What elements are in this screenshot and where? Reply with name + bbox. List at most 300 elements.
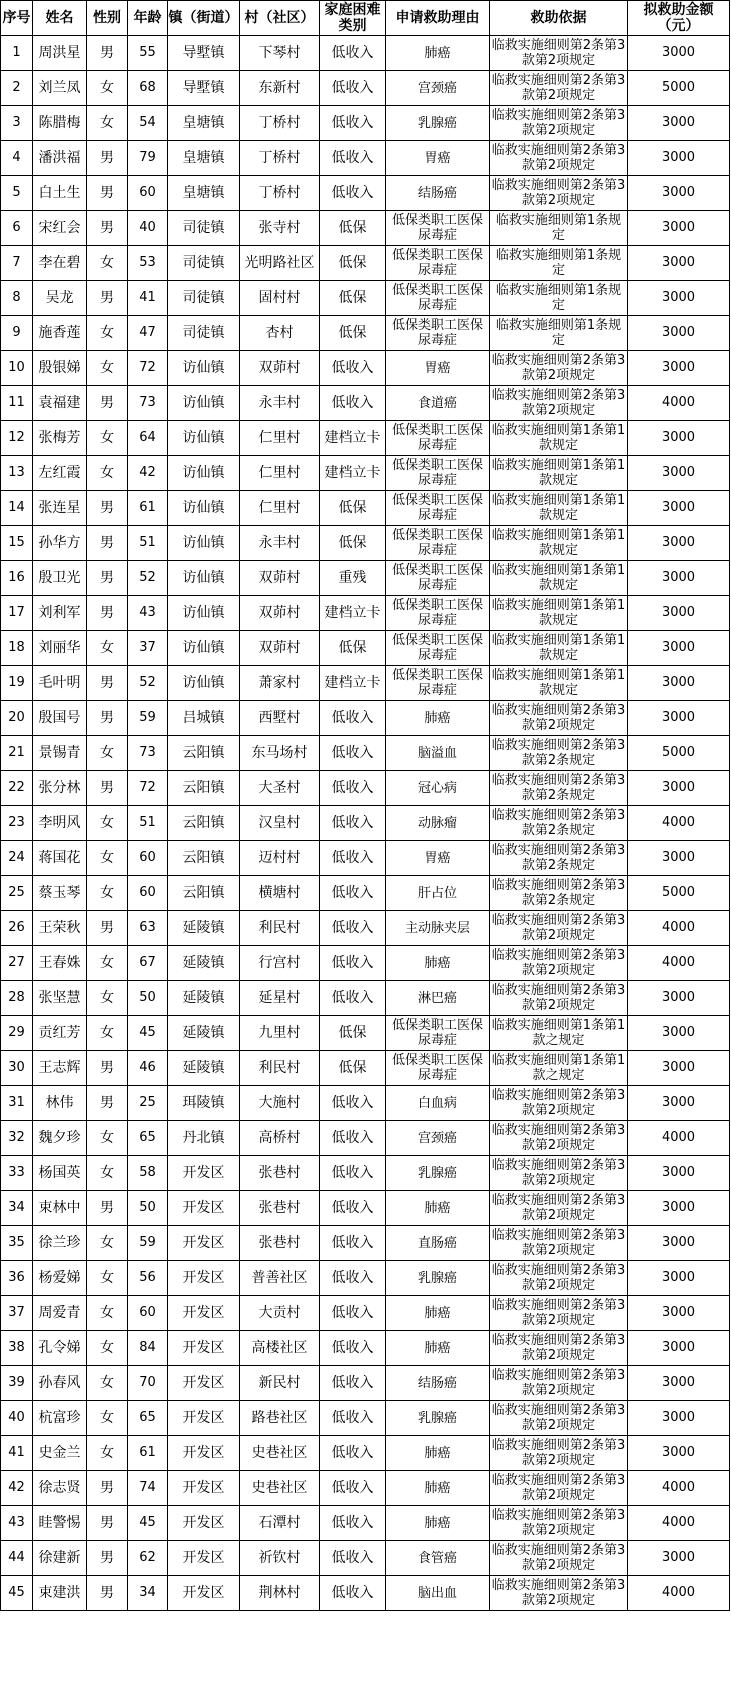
table-row — [1, 281, 730, 316]
amount-cell: 3000 — [628, 1191, 730, 1226]
basis-cell: 临救实施细则第2条第3款第2项规定 — [490, 141, 628, 176]
category-cell: 低保 — [320, 316, 386, 351]
seq-cell: 39 — [1, 1366, 33, 1401]
seq-cell: 34 — [1, 1191, 33, 1226]
gender-cell: 男 — [87, 176, 128, 211]
amount-cell: 3000 — [628, 631, 730, 666]
category-cell: 低保 — [320, 491, 386, 526]
basis-cell: 临救实施细则第1条第1款规定 — [490, 491, 628, 526]
category-cell: 低收入 — [320, 1471, 386, 1506]
seq-cell: 13 — [1, 456, 33, 491]
gender-cell: 男 — [87, 1191, 128, 1226]
table-row — [1, 526, 730, 561]
village-cell: 延星村 — [240, 981, 320, 1016]
name-cell: 宋红会 — [33, 211, 87, 246]
age-cell: 68 — [128, 71, 168, 106]
seq-cell: 29 — [1, 1016, 33, 1051]
table-row — [1, 701, 730, 736]
table-row — [1, 771, 730, 806]
name-cell: 孙春风 — [33, 1366, 87, 1401]
table-row — [1, 1121, 730, 1156]
name-cell: 袁福建 — [33, 386, 87, 421]
seq-cell: 1 — [1, 36, 33, 71]
reason-cell: 低保类职工医保尿毒症 — [386, 421, 490, 456]
amount-cell: 3000 — [628, 526, 730, 561]
name-cell: 周爱青 — [33, 1296, 87, 1331]
seq-cell: 41 — [1, 1436, 33, 1471]
category-cell: 重残 — [320, 561, 386, 596]
basis-cell: 临救实施细则第1条规定 — [490, 281, 628, 316]
category-cell: 低收入 — [320, 1226, 386, 1261]
basis-cell: 临救实施细则第2条第3款第2项规定 — [490, 1086, 628, 1121]
table-row — [1, 1051, 730, 1086]
category-cell: 低保 — [320, 1016, 386, 1051]
seq-cell: 4 — [1, 141, 33, 176]
town-cell: 开发区 — [168, 1436, 240, 1471]
village-cell: 丁桥村 — [240, 106, 320, 141]
gender-cell: 男 — [87, 911, 128, 946]
table-row — [1, 1016, 730, 1051]
table-row — [1, 946, 730, 981]
name-cell: 贡红芳 — [33, 1016, 87, 1051]
age-cell: 50 — [128, 1191, 168, 1226]
village-cell: 下琴村 — [240, 36, 320, 71]
seq-cell: 15 — [1, 526, 33, 561]
amount-cell: 3000 — [628, 351, 730, 386]
basis-cell: 临救实施细则第1条第1款规定 — [490, 596, 628, 631]
village-cell: 迈村村 — [240, 841, 320, 876]
seq-cell: 44 — [1, 1541, 33, 1576]
age-cell: 45 — [128, 1506, 168, 1541]
category-cell: 低收入 — [320, 1191, 386, 1226]
amount-cell: 4000 — [628, 806, 730, 841]
category-cell: 低收入 — [320, 876, 386, 911]
amount-cell: 5000 — [628, 876, 730, 911]
age-cell: 37 — [128, 631, 168, 666]
gender-cell: 男 — [87, 141, 128, 176]
category-cell: 低收入 — [320, 806, 386, 841]
age-cell: 47 — [128, 316, 168, 351]
age-cell: 64 — [128, 421, 168, 456]
gender-cell: 女 — [87, 736, 128, 771]
age-cell: 72 — [128, 351, 168, 386]
reason-cell: 宫颈癌 — [386, 71, 490, 106]
amount-cell: 3000 — [628, 141, 730, 176]
town-cell: 访仙镇 — [168, 421, 240, 456]
name-cell: 眭警惕 — [33, 1506, 87, 1541]
gender-cell: 男 — [87, 1506, 128, 1541]
amount-cell: 3000 — [628, 1331, 730, 1366]
basis-cell: 临救实施细则第1条第1款规定 — [490, 666, 628, 701]
gender-cell: 女 — [87, 631, 128, 666]
amount-cell: 3000 — [628, 1226, 730, 1261]
gender-cell: 女 — [87, 106, 128, 141]
category-cell: 低收入 — [320, 36, 386, 71]
reason-cell: 低保类职工医保尿毒症 — [386, 596, 490, 631]
table-row — [1, 1401, 730, 1436]
age-cell: 51 — [128, 526, 168, 561]
reason-cell: 肝占位 — [386, 876, 490, 911]
category-cell: 低收入 — [320, 71, 386, 106]
reason-cell: 低保类职工医保尿毒症 — [386, 491, 490, 526]
amount-cell: 4000 — [628, 1121, 730, 1156]
gender-cell: 女 — [87, 351, 128, 386]
age-cell: 50 — [128, 981, 168, 1016]
age-cell: 42 — [128, 456, 168, 491]
reason-cell: 肺癌 — [386, 946, 490, 981]
seq-cell: 16 — [1, 561, 33, 596]
name-cell: 王志辉 — [33, 1051, 87, 1086]
town-cell: 延陵镇 — [168, 981, 240, 1016]
seq-cell: 6 — [1, 211, 33, 246]
town-cell: 开发区 — [168, 1576, 240, 1611]
village-cell: 石潭村 — [240, 1506, 320, 1541]
basis-cell: 临救实施细则第2条第3款第2条规定 — [490, 876, 628, 911]
reason-cell: 结肠癌 — [386, 1366, 490, 1401]
category-cell: 低收入 — [320, 1121, 386, 1156]
name-cell: 蒋国花 — [33, 841, 87, 876]
seq-cell: 33 — [1, 1156, 33, 1191]
name-cell: 刘利军 — [33, 596, 87, 631]
amount-cell: 4000 — [628, 946, 730, 981]
amount-cell: 3000 — [628, 421, 730, 456]
seq-cell: 20 — [1, 701, 33, 736]
table-row — [1, 246, 730, 281]
category-cell: 建档立卡 — [320, 666, 386, 701]
amount-cell: 5000 — [628, 736, 730, 771]
seq-cell: 28 — [1, 981, 33, 1016]
age-cell: 74 — [128, 1471, 168, 1506]
age-cell: 73 — [128, 736, 168, 771]
table-row — [1, 1191, 730, 1226]
category-cell: 低收入 — [320, 1156, 386, 1191]
village-cell: 荆林村 — [240, 1576, 320, 1611]
gender-cell: 女 — [87, 1296, 128, 1331]
age-cell: 61 — [128, 1436, 168, 1471]
age-cell: 43 — [128, 596, 168, 631]
village-cell: 张寺村 — [240, 211, 320, 246]
reason-cell: 乳腺癌 — [386, 1401, 490, 1436]
reason-cell: 食管癌 — [386, 1541, 490, 1576]
name-cell: 施香莲 — [33, 316, 87, 351]
town-cell: 云阳镇 — [168, 771, 240, 806]
gender-cell: 女 — [87, 841, 128, 876]
name-cell: 杭富珍 — [33, 1401, 87, 1436]
reason-cell: 淋巴癌 — [386, 981, 490, 1016]
amount-cell: 4000 — [628, 1576, 730, 1611]
basis-cell: 临救实施细则第2条第3款第2项规定 — [490, 911, 628, 946]
town-cell: 皇塘镇 — [168, 106, 240, 141]
col-header-town: 镇（街道） — [168, 1, 240, 36]
amount-cell: 3000 — [628, 246, 730, 281]
age-cell: 59 — [128, 701, 168, 736]
gender-cell: 女 — [87, 456, 128, 491]
town-cell: 导墅镇 — [168, 36, 240, 71]
village-cell: 东马场村 — [240, 736, 320, 771]
amount-cell: 3000 — [628, 981, 730, 1016]
name-cell: 殷银娣 — [33, 351, 87, 386]
gender-cell: 女 — [87, 71, 128, 106]
seq-cell: 31 — [1, 1086, 33, 1121]
category-cell: 低收入 — [320, 386, 386, 421]
table-row — [1, 1296, 730, 1331]
reason-cell: 动脉瘤 — [386, 806, 490, 841]
category-cell: 低保 — [320, 1051, 386, 1086]
village-cell: 仁里村 — [240, 421, 320, 456]
village-cell: 大施村 — [240, 1086, 320, 1121]
amount-cell: 3000 — [628, 1051, 730, 1086]
reason-cell: 肺癌 — [386, 1471, 490, 1506]
town-cell: 开发区 — [168, 1506, 240, 1541]
gender-cell: 男 — [87, 491, 128, 526]
category-cell: 低保 — [320, 211, 386, 246]
reason-cell: 肺癌 — [386, 701, 490, 736]
village-cell: 双茆村 — [240, 631, 320, 666]
age-cell: 60 — [128, 841, 168, 876]
category-cell: 低收入 — [320, 176, 386, 211]
gender-cell: 女 — [87, 1156, 128, 1191]
table-row — [1, 1471, 730, 1506]
age-cell: 54 — [128, 106, 168, 141]
reason-cell: 低保类职工医保尿毒症 — [386, 281, 490, 316]
basis-cell: 临救实施细则第2条第3款第2条规定 — [490, 841, 628, 876]
age-cell: 41 — [128, 281, 168, 316]
age-cell: 70 — [128, 1366, 168, 1401]
gender-cell: 男 — [87, 596, 128, 631]
category-cell: 建档立卡 — [320, 596, 386, 631]
table-row — [1, 981, 730, 1016]
name-cell: 杨爱娣 — [33, 1261, 87, 1296]
table-row — [1, 351, 730, 386]
age-cell: 45 — [128, 1016, 168, 1051]
village-cell: 普善社区 — [240, 1261, 320, 1296]
seq-cell: 30 — [1, 1051, 33, 1086]
amount-cell: 3000 — [628, 771, 730, 806]
reason-cell: 食道癌 — [386, 386, 490, 421]
basis-cell: 临救实施细则第2条第3款第2条规定 — [490, 806, 628, 841]
town-cell: 访仙镇 — [168, 596, 240, 631]
table-row — [1, 1576, 730, 1611]
town-cell: 开发区 — [168, 1191, 240, 1226]
amount-cell: 4000 — [628, 386, 730, 421]
village-cell: 西墅村 — [240, 701, 320, 736]
town-cell: 访仙镇 — [168, 491, 240, 526]
amount-cell: 3000 — [628, 176, 730, 211]
name-cell: 张梅芳 — [33, 421, 87, 456]
seq-cell: 8 — [1, 281, 33, 316]
gender-cell: 男 — [87, 561, 128, 596]
gender-cell: 男 — [87, 1471, 128, 1506]
gender-cell: 男 — [87, 36, 128, 71]
name-cell: 束建洪 — [33, 1576, 87, 1611]
basis-cell: 临救实施细则第2条第3款第2项规定 — [490, 1436, 628, 1471]
reason-cell: 低保类职工医保尿毒症 — [386, 1016, 490, 1051]
basis-cell: 临救实施细则第2条第3款第2项规定 — [490, 71, 628, 106]
village-cell: 利民村 — [240, 1051, 320, 1086]
seq-cell: 26 — [1, 911, 33, 946]
town-cell: 云阳镇 — [168, 736, 240, 771]
age-cell: 65 — [128, 1121, 168, 1156]
category-cell: 低收入 — [320, 1261, 386, 1296]
category-cell: 低收入 — [320, 981, 386, 1016]
table-row — [1, 596, 730, 631]
gender-cell: 女 — [87, 1261, 128, 1296]
name-cell: 徐志贤 — [33, 1471, 87, 1506]
category-cell: 低收入 — [320, 1436, 386, 1471]
amount-cell: 3000 — [628, 596, 730, 631]
reason-cell: 白血病 — [386, 1086, 490, 1121]
basis-cell: 临救实施细则第1条规定 — [490, 211, 628, 246]
basis-cell: 临救实施细则第1条规定 — [490, 316, 628, 351]
name-cell: 殷卫光 — [33, 561, 87, 596]
gender-cell: 男 — [87, 666, 128, 701]
town-cell: 访仙镇 — [168, 631, 240, 666]
age-cell: 61 — [128, 491, 168, 526]
reason-cell: 肺癌 — [386, 1296, 490, 1331]
town-cell: 开发区 — [168, 1156, 240, 1191]
name-cell: 孙华方 — [33, 526, 87, 561]
reason-cell: 脑出血 — [386, 1576, 490, 1611]
seq-cell: 14 — [1, 491, 33, 526]
table-row — [1, 386, 730, 421]
village-cell: 高桥村 — [240, 1121, 320, 1156]
name-cell: 张连星 — [33, 491, 87, 526]
category-cell: 建档立卡 — [320, 456, 386, 491]
seq-cell: 18 — [1, 631, 33, 666]
village-cell: 丁桥村 — [240, 141, 320, 176]
reason-cell: 低保类职工医保尿毒症 — [386, 246, 490, 281]
amount-cell: 3000 — [628, 106, 730, 141]
basis-cell: 临救实施细则第1条第1款规定 — [490, 526, 628, 561]
name-cell: 孔令娣 — [33, 1331, 87, 1366]
table-row — [1, 561, 730, 596]
gender-cell: 男 — [87, 701, 128, 736]
seq-cell: 42 — [1, 1471, 33, 1506]
village-cell: 行宫村 — [240, 946, 320, 981]
reason-cell: 低保类职工医保尿毒症 — [386, 526, 490, 561]
amount-cell: 4000 — [628, 1506, 730, 1541]
category-cell: 低保 — [320, 281, 386, 316]
gender-cell: 女 — [87, 1226, 128, 1261]
reason-cell: 低保类职工医保尿毒症 — [386, 666, 490, 701]
basis-cell: 临救实施细则第2条第3款第2项规定 — [490, 1156, 628, 1191]
category-cell: 低收入 — [320, 141, 386, 176]
col-header-name: 姓名 — [33, 1, 87, 36]
name-cell: 刘兰凤 — [33, 71, 87, 106]
age-cell: 84 — [128, 1331, 168, 1366]
table-row — [1, 736, 730, 771]
table-row — [1, 1226, 730, 1261]
amount-cell: 3000 — [628, 211, 730, 246]
gender-cell: 男 — [87, 1576, 128, 1611]
table-body — [1, 36, 730, 1611]
category-cell: 低收入 — [320, 1366, 386, 1401]
seq-cell: 24 — [1, 841, 33, 876]
category-cell: 低收入 — [320, 1331, 386, 1366]
age-cell: 56 — [128, 1261, 168, 1296]
village-cell: 萧家村 — [240, 666, 320, 701]
basis-cell: 临救实施细则第2条第3款第2项规定 — [490, 1121, 628, 1156]
village-cell: 双茆村 — [240, 561, 320, 596]
town-cell: 访仙镇 — [168, 666, 240, 701]
amount-cell: 3000 — [628, 316, 730, 351]
amount-cell: 3000 — [628, 666, 730, 701]
age-cell: 51 — [128, 806, 168, 841]
seq-cell: 35 — [1, 1226, 33, 1261]
table-row — [1, 911, 730, 946]
gender-cell: 男 — [87, 771, 128, 806]
reason-cell: 低保类职工医保尿毒症 — [386, 456, 490, 491]
name-cell: 魏夕珍 — [33, 1121, 87, 1156]
name-cell: 张分林 — [33, 771, 87, 806]
category-cell: 低收入 — [320, 106, 386, 141]
reason-cell: 低保类职工医保尿毒症 — [386, 1051, 490, 1086]
name-cell: 束林中 — [33, 1191, 87, 1226]
seq-cell: 5 — [1, 176, 33, 211]
table-row — [1, 1436, 730, 1471]
gender-cell: 男 — [87, 1541, 128, 1576]
village-cell: 史巷社区 — [240, 1436, 320, 1471]
village-cell: 九里村 — [240, 1016, 320, 1051]
seq-cell: 7 — [1, 246, 33, 281]
basis-cell: 临救实施细则第2条第3款第2项规定 — [490, 981, 628, 1016]
name-cell: 潘洪福 — [33, 141, 87, 176]
basis-cell: 临救实施细则第2条第3款第2项规定 — [490, 386, 628, 421]
village-cell: 固村村 — [240, 281, 320, 316]
basis-cell: 临救实施细则第2条第3款第2项规定 — [490, 946, 628, 981]
name-cell: 左红霞 — [33, 456, 87, 491]
town-cell: 司徒镇 — [168, 316, 240, 351]
gender-cell: 女 — [87, 1401, 128, 1436]
table-row — [1, 841, 730, 876]
reason-cell: 直肠癌 — [386, 1226, 490, 1261]
basis-cell: 临救实施细则第2条第3款第2项规定 — [490, 351, 628, 386]
amount-cell: 3000 — [628, 1086, 730, 1121]
amount-cell: 3000 — [628, 281, 730, 316]
seq-cell: 3 — [1, 106, 33, 141]
category-cell: 低收入 — [320, 841, 386, 876]
name-cell: 蔡玉琴 — [33, 876, 87, 911]
town-cell: 皇塘镇 — [168, 141, 240, 176]
seq-cell: 37 — [1, 1296, 33, 1331]
gender-cell: 女 — [87, 876, 128, 911]
name-cell: 徐建新 — [33, 1541, 87, 1576]
basis-cell: 临救实施细则第1条第1款规定 — [490, 421, 628, 456]
gender-cell: 女 — [87, 806, 128, 841]
basis-cell: 临救实施细则第2条第3款第2条规定 — [490, 736, 628, 771]
seq-cell: 38 — [1, 1331, 33, 1366]
town-cell: 皇塘镇 — [168, 176, 240, 211]
village-cell: 张巷村 — [240, 1156, 320, 1191]
amount-cell: 3000 — [628, 561, 730, 596]
town-cell: 开发区 — [168, 1261, 240, 1296]
table-row — [1, 1541, 730, 1576]
name-cell: 徐兰珍 — [33, 1226, 87, 1261]
village-cell: 东新村 — [240, 71, 320, 106]
age-cell: 67 — [128, 946, 168, 981]
amount-cell: 5000 — [628, 71, 730, 106]
gender-cell: 女 — [87, 1121, 128, 1156]
category-cell: 低收入 — [320, 1296, 386, 1331]
age-cell: 60 — [128, 876, 168, 911]
age-cell: 25 — [128, 1086, 168, 1121]
table-row — [1, 456, 730, 491]
basis-cell: 临救实施细则第1条规定 — [490, 246, 628, 281]
village-cell: 大贡村 — [240, 1296, 320, 1331]
town-cell: 司徒镇 — [168, 246, 240, 281]
amount-cell: 3000 — [628, 1016, 730, 1051]
reason-cell: 肺癌 — [386, 1331, 490, 1366]
